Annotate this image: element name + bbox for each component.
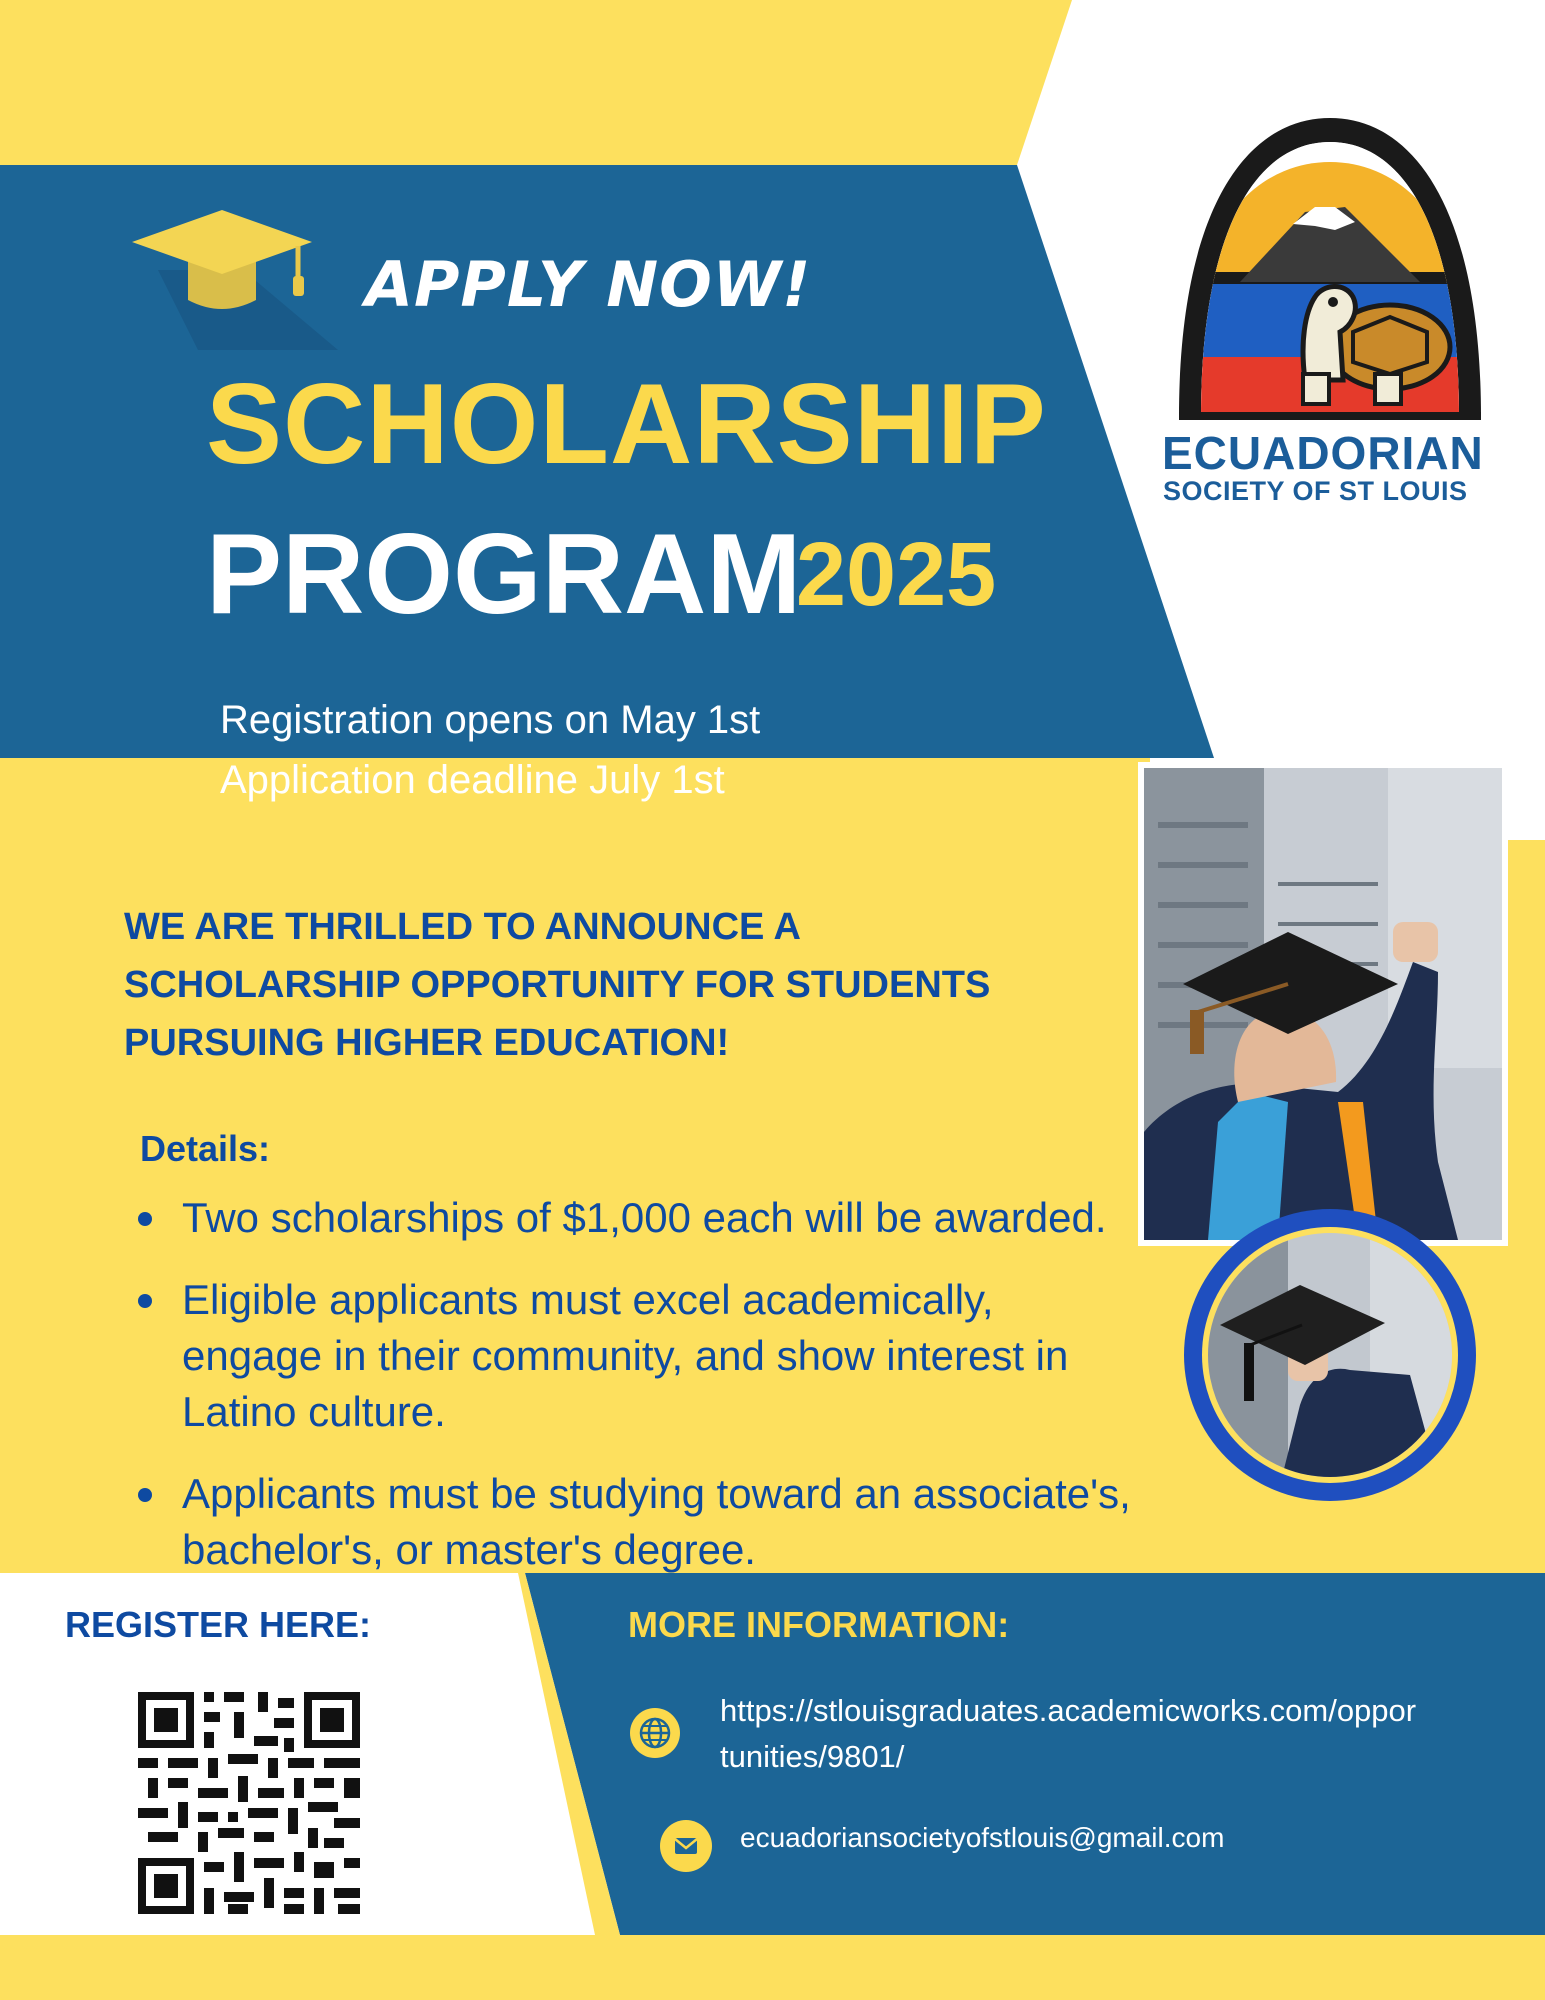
- details-list: [134, 1190, 1144, 1604]
- details-heading: Details:: [140, 1128, 271, 1169]
- website-link[interactable]: https://stlouisgraduates.academicworks.com/opportunities/9801/: [720, 1693, 1417, 1774]
- title-program: PROGRAM: [206, 511, 802, 638]
- application-deadline-text: Application deadline July 1st: [220, 758, 725, 802]
- bullet-icon: [138, 1212, 152, 1226]
- graduate-photo: [1138, 762, 1508, 1246]
- registration-opens-text: Registration opens on May 1st: [220, 698, 761, 742]
- more-information-heading: MORE INFORMATION:: [628, 1604, 1010, 1645]
- apply-now-heading: APPLY NOW!: [365, 248, 812, 321]
- register-heading: REGISTER HERE:: [65, 1604, 372, 1645]
- list-item: [134, 1466, 1144, 1578]
- graduate-circle-photo: [1180, 1205, 1480, 1505]
- qr-code[interactable]: [138, 1692, 360, 1914]
- detail-text: Two scholarships of $1,000 each will be awarded.: [182, 1194, 1107, 1241]
- detail-text: Eligible applicants must excel academically, engage in their community, and show interest in Latino culture.: [182, 1276, 1069, 1435]
- bullet-icon: [138, 1488, 152, 1502]
- top-yellow-band: [0, 0, 1072, 165]
- email-link[interactable]: ecuadoriansocietyofstlouis@gmail.com: [740, 1822, 1225, 1853]
- detail-text: Applicants must be studying toward an associate's, bachelor's, or master's degree.: [182, 1470, 1131, 1573]
- bullet-icon: [138, 1294, 152, 1308]
- announcement-text: WE ARE THRILLED TO ANNOUNCE A SCHOLARSHIP OPPORTUNITY FOR STUDENTS PURSUING HIGHER EDUCATION!: [124, 906, 991, 1064]
- list-item: [134, 1272, 1144, 1440]
- ecuadorian-society-logo: [1165, 112, 1495, 422]
- bottom-yellow-band: [0, 1935, 1545, 2000]
- title-year: 2025: [796, 525, 997, 625]
- title-scholarship: SCHOLARSHIP: [206, 361, 1047, 488]
- graduation-cap-icon: [118, 200, 338, 350]
- mail-icon: [660, 1820, 712, 1872]
- org-name-line2: SOCIETY OF ST LOUIS: [1163, 476, 1468, 506]
- list-item: [134, 1190, 1144, 1246]
- globe-icon: [630, 1708, 680, 1758]
- registration-dates: [220, 690, 760, 810]
- org-name-line1: ECUADORIAN: [1162, 427, 1484, 479]
